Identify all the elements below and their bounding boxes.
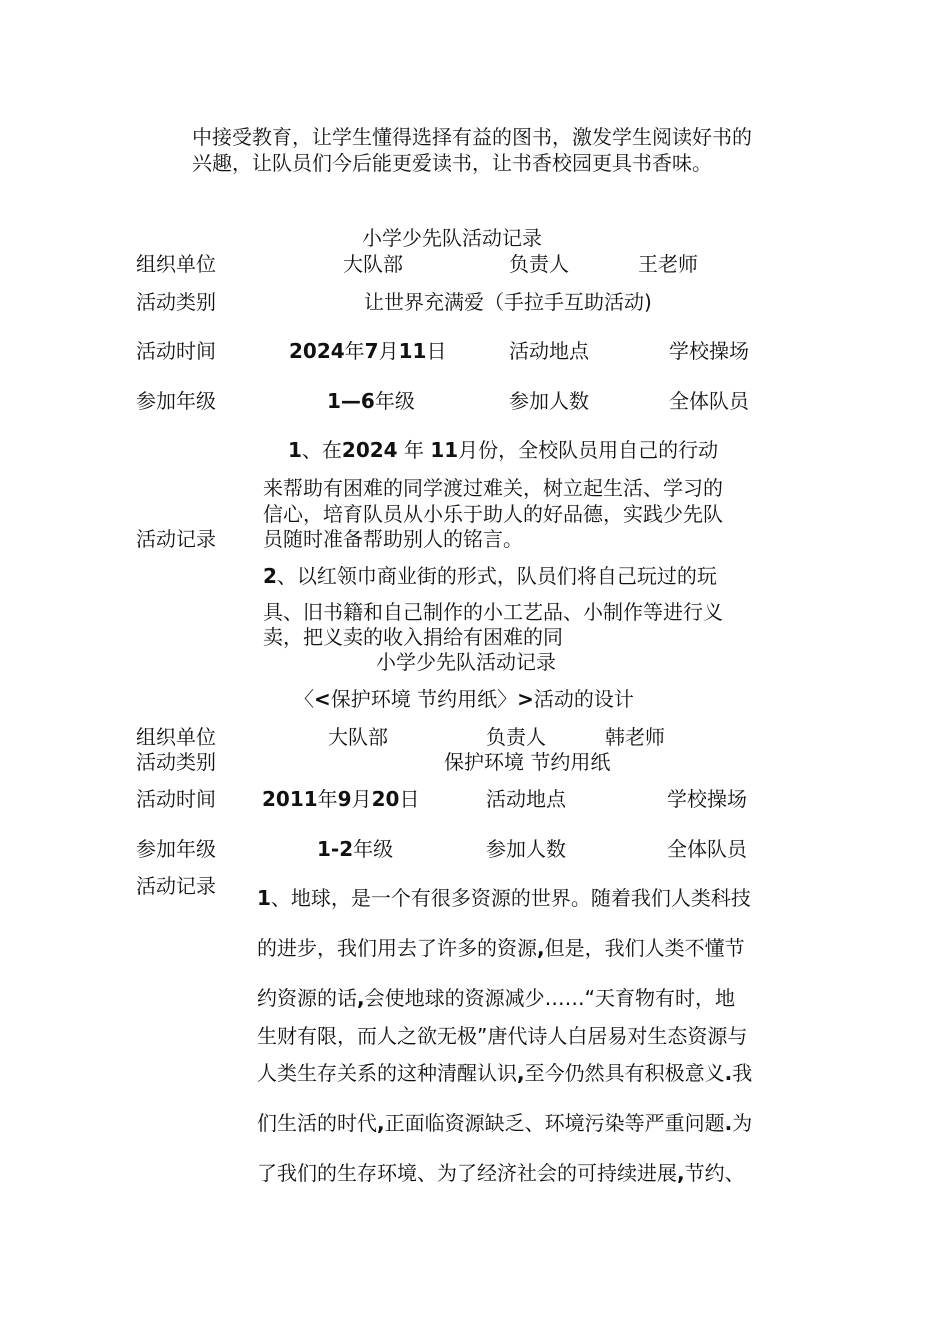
record2-l7c: 节约、: [684, 1161, 745, 1185]
record1-p2-line3: 卖，把义卖的收入捐给有困难的同: [263, 625, 563, 649]
record1-grade-unit: 年级: [374, 389, 415, 413]
record1-p1-month: 11: [430, 438, 459, 462]
record1-p1-b: 年: [403, 438, 424, 462]
record2-subtitle: [294, 689, 634, 709]
record2-time-month-unit: 月: [351, 787, 372, 811]
intro-line-2: 兴趣，让队员们今后能更爱读书，让书香校园更具书香味。: [192, 151, 712, 175]
record1-time-year-unit: 年: [344, 339, 365, 363]
record1-p1-line1: [288, 440, 718, 460]
record1-p1-year: 2024: [341, 438, 398, 462]
record2-body-line-4: 生财有限，而人之欲无极”唐代诗人白居易对生态资源与: [257, 1024, 748, 1048]
record2-l2a: 的进步，我们用去了许多的资源: [257, 936, 537, 960]
record2-body-line-6: [257, 1113, 752, 1133]
record1-grade-value: [327, 391, 415, 411]
record2-place-label: 活动地点: [486, 787, 566, 811]
record2-record-label: 活动记录: [136, 874, 216, 898]
record2-subtitle-a: 〈: [294, 687, 314, 711]
record1-p2-line1: [263, 566, 717, 586]
record2-l5d: .: [724, 1061, 733, 1085]
record2-org-label: 组织单位: [136, 725, 216, 749]
record2-subtitle-d: >: [517, 687, 534, 711]
record1-p1-line3: 信心，培育队员从小乐于助人的好品德，实践少先队: [263, 502, 723, 526]
record2-l2b: ,: [537, 936, 545, 960]
record1-p2-a: 、以红领巾商业街的形式，队员们将自己玩过的玩: [276, 564, 717, 588]
record1-p1-c: 月份，全校队员用自己的行动: [458, 438, 719, 462]
record2-body-line-3: [257, 988, 735, 1008]
record2-time-year: 2011: [262, 787, 318, 811]
record2-l3c: 会使地球的资源减少……“天育物有时，地: [364, 986, 735, 1010]
record2-lead-value: 韩老师: [605, 725, 665, 749]
record2-l6d: .: [724, 1111, 733, 1135]
record1-time-value: [289, 341, 446, 361]
record1-lead-label: 负责人: [509, 252, 569, 276]
record2-l6e: 为: [732, 1111, 753, 1135]
record1-p1-num: 1: [288, 438, 302, 462]
record1-p2-line2: 具、旧书籍和自己制作的小工艺品、小制作等进行义: [263, 600, 723, 624]
record1-count-value: 全体队员: [669, 389, 749, 413]
record2-time-month: 9: [337, 787, 352, 811]
record2-body-line-5: [257, 1063, 752, 1083]
record2-org-value: 大队部: [328, 725, 388, 749]
record1-time-year: 2024: [289, 339, 345, 363]
record1-time-day-unit: 日: [426, 339, 447, 363]
record1-type-label: 活动类别: [136, 290, 216, 314]
record2-title: 小学少先队活动记录: [376, 650, 556, 674]
intro-line-1: 中接受教育，让学生懂得选择有益的图书，激发学生阅读好书的: [192, 125, 752, 149]
record2-subtitle-b: <: [314, 687, 331, 711]
record2-l5a: 人类生存关系的这种清醒认识: [257, 1061, 517, 1085]
record1-time-day: 11: [398, 339, 427, 363]
record1-count-label: 参加人数: [509, 389, 589, 413]
record2-l5e: 我: [732, 1061, 753, 1085]
record2-l2c: 但是，我们人类不懂节: [544, 936, 745, 960]
record2-grade-num: 1-2: [317, 837, 354, 861]
record2-l7a: 了我们的生存环境、为了经济社会的可持续进展: [257, 1161, 677, 1185]
record1-type-value: 让世界充满爱（手拉手互助活动): [364, 290, 652, 314]
record1-grade-num: 1—6: [327, 389, 375, 413]
record1-time-month: 7: [364, 339, 379, 363]
record1-org-label: 组织单位: [136, 252, 216, 276]
record2-l3b: ,: [357, 986, 365, 1010]
record2-time-day: 20: [371, 787, 400, 811]
record2-subtitle-e: 活动的设计: [533, 687, 634, 711]
record2-l5c: 至今仍然具有积极意义: [524, 1061, 725, 1085]
record2-l6b: ,: [377, 1111, 385, 1135]
record1-p2-num: 2: [263, 564, 277, 588]
record1-time-month-unit: 月: [378, 339, 399, 363]
record2-body-line-7: [257, 1163, 745, 1183]
record2-l1: 、地球，是一个有很多资源的世界。随着我们人类科技: [270, 886, 751, 910]
record1-time-label: 活动时间: [136, 339, 216, 363]
record2-l3a: 约资源的话: [257, 986, 357, 1010]
record1-org-value: 大队部: [343, 252, 403, 276]
record2-l6a: 们生活的时代: [257, 1111, 377, 1135]
record1-record-label: 活动记录: [136, 527, 216, 551]
record2-grade-unit: 年级: [353, 837, 394, 861]
record2-place-value: 学校操场: [667, 787, 747, 811]
record1-title: 小学少先队活动记录: [362, 226, 542, 250]
record2-type-label: 活动类别: [136, 750, 216, 774]
record1-lead-value: 王老师: [638, 252, 698, 276]
record2-time-year-unit: 年: [317, 787, 338, 811]
record2-type-value: 保护环境 节约用纸: [444, 750, 611, 774]
record2-l1-num: 1: [257, 886, 271, 910]
record2-l5b: ,: [517, 1061, 525, 1085]
record1-p1-line4: 员随时准备帮助别人的铭言。: [263, 527, 523, 551]
record2-time-value: [262, 789, 419, 809]
record2-grade-label: 参加年级: [136, 837, 216, 861]
record1-grade-label: 参加年级: [136, 389, 216, 413]
record1-p1-line2: 来帮助有困难的同学渡过难关，树立起生活、学习的: [263, 476, 723, 500]
record2-l7b: ,: [677, 1161, 685, 1185]
record1-place-label: 活动地点: [509, 339, 589, 363]
record1-p1-a: 、在: [301, 438, 342, 462]
record2-body-line-2: [257, 938, 745, 958]
record2-count-value: 全体队员: [667, 837, 747, 861]
record2-subtitle-c: 保护环境 节约用纸〉: [330, 687, 518, 711]
record2-body-line-1: [257, 888, 751, 908]
record2-time-label: 活动时间: [136, 787, 216, 811]
record1-place-value: 学校操场: [669, 339, 749, 363]
record2-grade-value: [317, 839, 393, 859]
record2-l6c: 正面临资源缺乏、环境污染等严重问题: [384, 1111, 725, 1135]
record2-count-label: 参加人数: [486, 837, 566, 861]
record2-lead-label: 负责人: [486, 725, 546, 749]
record2-time-day-unit: 日: [399, 787, 420, 811]
